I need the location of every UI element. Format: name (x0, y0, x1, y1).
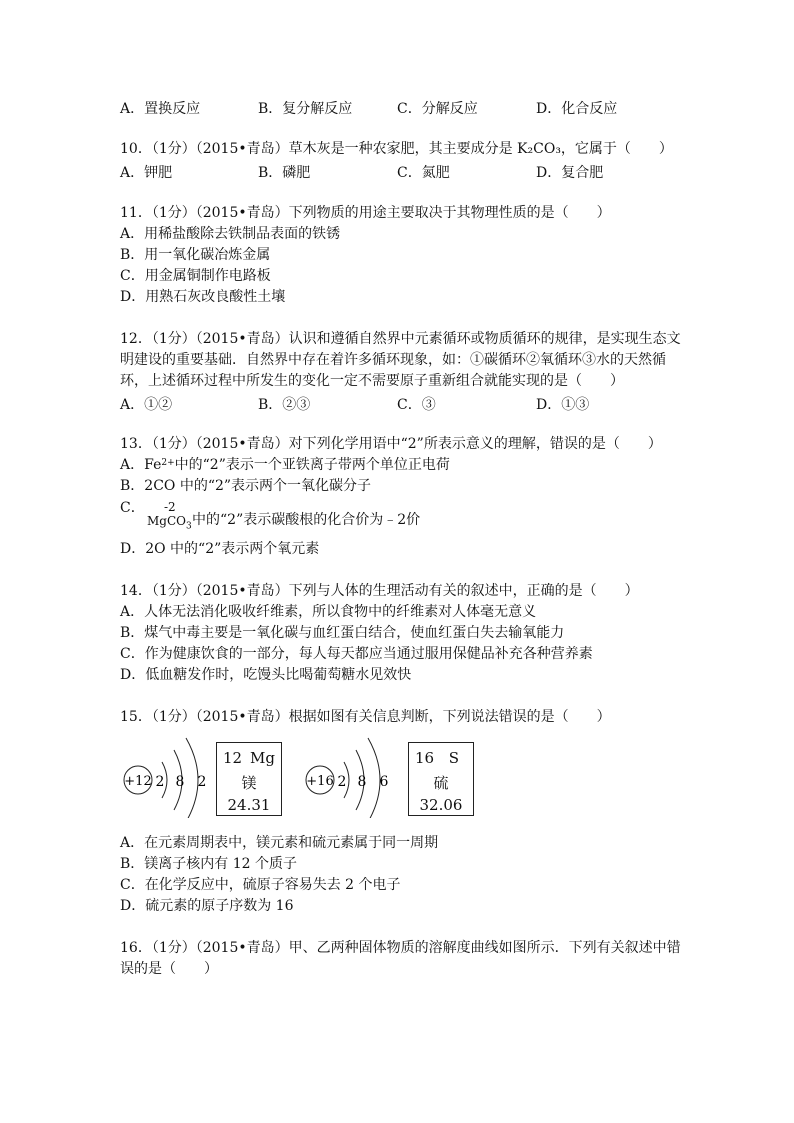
mg-shell-1-count: 2 (155, 774, 165, 790)
q13-option-a-text: 中的“2”表示一个亚铁离子带两个单位正电荷 (174, 457, 450, 473)
q12-stem-line-2: 明建设的重要基础．自然界中存在着许多循环现象，如：①碳循环②氧循环③水的天然循 (120, 352, 666, 368)
q12-stem-line-3: 环，上述循环过程中所发生的变化一定不需要原子重新组合就能实现的是（ ） (120, 373, 624, 389)
q13-stem: 13．（1分）（2015•青岛）对下列化学用语中“2”所表示意义的理解，错误的是（ ） (120, 436, 662, 452)
q12-stem-line-1: 12．（1分）（2015•青岛）认识和遵循自然界中元素循环或物质循环的规律，是实现生态文 (120, 331, 681, 347)
q9-option-a: A．置换反应 (120, 101, 201, 117)
q16-stem-line-2: 误的是（ ） (120, 961, 218, 977)
mg-nucleus-charge: +12 (124, 774, 152, 789)
q12-option-d: D．①③ (536, 397, 590, 413)
q9-option-c: C．分解反应 (397, 101, 478, 117)
q13-option-a (120, 456, 450, 474)
q14-option-d: D．低血糖发作时，吃馒头比喝葡萄糖水见效快 (120, 667, 412, 683)
mg-atom-diagram (118, 732, 218, 818)
s-shell-2-count: 8 (357, 774, 367, 790)
mg-atomic-number: 12 (223, 749, 243, 767)
q10-option-b: B．磷肥 (258, 165, 311, 181)
s-nucleus-charge: +16 (306, 774, 334, 789)
q13-option-a-label: A． (120, 457, 145, 473)
mg-shell-2-count: 8 (175, 774, 185, 790)
q15-option-b: B．镁离子核内有 12 个质子 (120, 856, 298, 872)
q12-option-c: C．③ (397, 397, 436, 413)
s-shell-arc-3 (368, 738, 380, 818)
s-symbol: S (448, 749, 459, 767)
q14-option-a: A．人体无法消化吸收纤维素，所以食物中的纤维素对人体毫无意义 (120, 604, 537, 620)
q13-valence-value: -2 (164, 500, 176, 514)
q11-stem: 11．（1分）（2015•青岛）下列物质的用途主要取决于其物理性质的是（ ） (120, 205, 611, 221)
q13-formula-main: MgCO (147, 514, 186, 528)
q13-option-b: B．2CO 中的“2”表示两个一氧化碳分子 (120, 478, 372, 494)
q13-valence-formula (147, 500, 193, 532)
q14-option-b: B．煤气中毒主要是一氧化碳与血红蛋白结合，使血红蛋白失去输氧能力 (120, 625, 565, 641)
q13-option-c-text: 中的“2”表示碳酸根的化合价为﹣2价 (192, 512, 421, 528)
q14-option-c: C．作为健康饮食的一部分，每人每天都应当通过服用保健品补充各种营养素 (120, 646, 593, 662)
s-shell-1-count: 2 (337, 774, 347, 790)
q10-option-d: D．复合肥 (536, 165, 604, 181)
q9-option-b: B．复分解反应 (258, 101, 353, 117)
q15-stem: 15．（1分）（2015•青岛）根据如图有关信息判断，下列说法错误的是（ ） (120, 709, 611, 725)
q12-option-a: A．①② (120, 397, 173, 413)
q16-stem-line-1: 16．（1分）（2015•青岛）甲、乙两种固体物质的溶解度曲线如图所示．下列有关叙述中错 (120, 940, 681, 956)
q15-option-c: C．在化学反应中，硫原子容易失去 2 个电子 (120, 877, 401, 893)
s-atomic-mass: 32.06 (419, 796, 463, 814)
q15-option-a: A．在元素周期表中，镁元素和硫元素属于同一周期 (120, 835, 439, 851)
mg-symbol: Mg (250, 749, 275, 767)
mg-element-name: 镁 (241, 774, 257, 792)
q11-option-d: D．用熟石灰改良酸性土壤 (120, 289, 286, 305)
q15-option-d: D．硫元素的原子序数为 16 (120, 898, 294, 914)
q11-option-a: A．用稀盐酸除去铁制品表面的铁锈 (120, 226, 341, 242)
q13-option-c-label: C． (120, 500, 145, 516)
q10-option-a: A．钾肥 (120, 165, 173, 181)
q11-option-b: B．用一氧化碳冶炼金属 (120, 247, 271, 263)
q9-option-d: D．化合反应 (536, 101, 618, 117)
q13-ion-charge: 2+ (161, 458, 175, 468)
mg-shell-3-count: 2 (197, 774, 207, 790)
s-atomic-number: 16 (415, 749, 435, 767)
s-shell-3-count: 6 (379, 774, 389, 790)
q13-ion-symbol: Fe (144, 457, 162, 473)
q13-option-d: D．2O 中的“2”表示两个氧元素 (120, 541, 320, 557)
mg-atomic-mass: 24.31 (227, 796, 271, 814)
s-atom-diagram (300, 732, 400, 818)
q10-option-c: C．氮肥 (397, 165, 450, 181)
q14-stem: 14．（1分）（2015•青岛）下列与人体的生理活动有关的叙述中，正确的是（ ） (120, 583, 639, 599)
mg-shell-arc-3 (186, 738, 198, 818)
mg-element-card (216, 742, 282, 816)
q11-option-c: C．用金属铜制作电路板 (120, 268, 271, 284)
q10-stem: 10．（1分）（2015•青岛）草木灰是一种农家肥，其主要成分是 K₂CO₃，它属于（ ） (120, 141, 673, 157)
q13-formula-sub: 3 (186, 521, 192, 532)
s-element-card (408, 742, 474, 816)
q13-formula (147, 514, 192, 531)
q12-option-b: B．②③ (258, 397, 311, 413)
s-element-name: 硫 (433, 774, 449, 792)
